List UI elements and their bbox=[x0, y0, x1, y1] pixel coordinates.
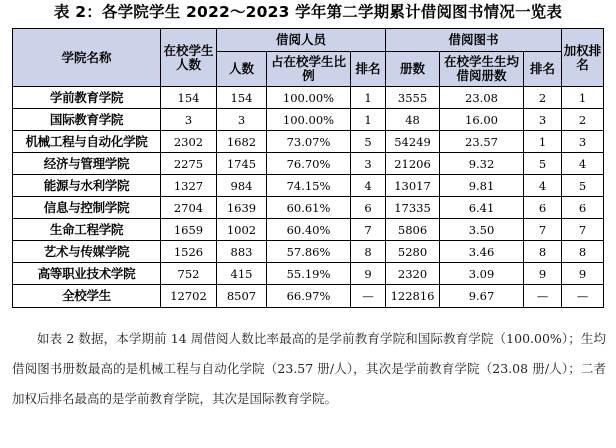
header-enrolled: 在校学生人数 bbox=[161, 29, 217, 87]
cell-borrowers: 8507 bbox=[217, 285, 267, 308]
cell-borrowers-rank: 1 bbox=[351, 109, 386, 131]
cell-weighted-rank: 6 bbox=[562, 197, 604, 219]
cell-borrowers: 883 bbox=[217, 241, 267, 263]
cell-books-rank: 6 bbox=[524, 197, 562, 219]
cell-books-rank: 1 bbox=[524, 131, 562, 153]
header-college: 学院名称 bbox=[13, 29, 161, 87]
cell-borrowers-rank: 6 bbox=[351, 197, 386, 219]
cell-avg: 6.41 bbox=[440, 197, 524, 219]
table-header bbox=[13, 29, 604, 87]
cell-enrolled: 2704 bbox=[161, 197, 217, 219]
cell-books-rank: — bbox=[524, 285, 562, 308]
cell-enrolled: 752 bbox=[161, 263, 217, 285]
cell-books: 122816 bbox=[386, 285, 440, 308]
cell-borrowers-rank: 9 bbox=[351, 263, 386, 285]
cell-weighted-rank: 5 bbox=[562, 175, 604, 197]
cell-books: 2320 bbox=[386, 263, 440, 285]
cell-avg: 3.09 bbox=[440, 263, 524, 285]
cell-ratio: 100.00% bbox=[267, 87, 351, 109]
cell-enrolled: 3 bbox=[161, 109, 217, 131]
cell-books: 13017 bbox=[386, 175, 440, 197]
table-row bbox=[13, 153, 604, 175]
cell-weighted-rank: 8 bbox=[562, 241, 604, 263]
cell-borrowers: 1639 bbox=[217, 197, 267, 219]
table-row bbox=[13, 241, 604, 263]
cell-ratio: 76.70% bbox=[267, 153, 351, 175]
cell-books-rank: 2 bbox=[524, 87, 562, 109]
cell-borrowers: 1002 bbox=[217, 219, 267, 241]
table-row bbox=[13, 197, 604, 219]
cell-weighted-rank: 2 bbox=[562, 109, 604, 131]
cell-weighted-rank: 1 bbox=[562, 87, 604, 109]
cell-ratio: 73.07% bbox=[267, 131, 351, 153]
cell-borrowers-rank: 5 bbox=[351, 131, 386, 153]
cell-college: 艺术与传媒学院 bbox=[13, 241, 161, 263]
cell-avg: 9.32 bbox=[440, 153, 524, 175]
cell-college: 生命工程学院 bbox=[13, 219, 161, 241]
cell-borrowers-rank: 3 bbox=[351, 153, 386, 175]
cell-avg: 3.50 bbox=[440, 219, 524, 241]
cell-college: 高等职业技术学院 bbox=[13, 263, 161, 285]
table-row bbox=[13, 263, 604, 285]
cell-avg: 9.81 bbox=[440, 175, 524, 197]
cell-books: 5806 bbox=[386, 219, 440, 241]
cell-enrolled: 2302 bbox=[161, 131, 217, 153]
cell-avg: 23.57 bbox=[440, 131, 524, 153]
cell-college: 信息与控制学院 bbox=[13, 197, 161, 219]
borrowing-stats-table bbox=[12, 28, 604, 308]
cell-weighted-rank: 7 bbox=[562, 219, 604, 241]
cell-books: 5280 bbox=[386, 241, 440, 263]
cell-ratio: 57.86% bbox=[267, 241, 351, 263]
cell-borrowers: 415 bbox=[217, 263, 267, 285]
table-row bbox=[13, 175, 604, 197]
table-total-row bbox=[13, 285, 604, 308]
cell-books-rank: 3 bbox=[524, 109, 562, 131]
cell-books: 17335 bbox=[386, 197, 440, 219]
cell-borrowers: 984 bbox=[217, 175, 267, 197]
cell-college: 全校学生 bbox=[13, 285, 161, 308]
header-books-rank: 排名 bbox=[524, 52, 562, 87]
cell-enrolled: 1659 bbox=[161, 219, 217, 241]
header-borrowers-group: 借阅人员 bbox=[217, 29, 386, 52]
header-borrowers-count: 人数 bbox=[217, 52, 267, 87]
cell-weighted-rank: 9 bbox=[562, 263, 604, 285]
cell-enrolled: 1327 bbox=[161, 175, 217, 197]
cell-borrowers-rank: — bbox=[351, 285, 386, 308]
cell-ratio: 100.00% bbox=[267, 109, 351, 131]
table-title: 表 2：各学院学生 2022～2023 学年第二学期累计借阅图书情况一览表 bbox=[53, 3, 563, 21]
cell-books: 48 bbox=[386, 109, 440, 131]
cell-books-rank: 4 bbox=[524, 175, 562, 197]
cell-books-rank: 8 bbox=[524, 241, 562, 263]
header-books-group: 借阅图书 bbox=[386, 29, 562, 52]
cell-borrowers: 1682 bbox=[217, 131, 267, 153]
header-borrowers-ratio: 占在校学生比例 bbox=[267, 52, 351, 87]
cell-borrowers-rank: 4 bbox=[351, 175, 386, 197]
summary-paragraph: 如表 2 数据，本学期前 14 周借阅人数比率最高的是学前教育学院和国际教育学院（100.00%）；生均借阅图书册数最高的是机械工程与自动化学院（23.57 册/人），其次是学前教育学院（23.08 册/人）；二者加权后排名最高的是学前教育学院，其次是国际教育学院。 bbox=[12, 331, 606, 406]
cell-ratio: 74.15% bbox=[267, 175, 351, 197]
cell-books: 21206 bbox=[386, 153, 440, 175]
header-books-avg: 在校学生生均借阅册数 bbox=[440, 52, 524, 87]
table-row bbox=[13, 109, 604, 131]
cell-avg: 23.08 bbox=[440, 87, 524, 109]
cell-ratio: 55.19% bbox=[267, 263, 351, 285]
cell-enrolled: 1526 bbox=[161, 241, 217, 263]
cell-college: 能源与水利学院 bbox=[13, 175, 161, 197]
cell-avg: 3.46 bbox=[440, 241, 524, 263]
table-body bbox=[13, 87, 604, 308]
cell-weighted-rank: 4 bbox=[562, 153, 604, 175]
cell-enrolled: 2275 bbox=[161, 153, 217, 175]
cell-borrowers-rank: 1 bbox=[351, 87, 386, 109]
cell-ratio: 66.97% bbox=[267, 285, 351, 308]
header-weighted-rank: 加权排名 bbox=[562, 29, 604, 87]
cell-borrowers-rank: 7 bbox=[351, 219, 386, 241]
cell-books-rank: 7 bbox=[524, 219, 562, 241]
table-row bbox=[13, 219, 604, 241]
cell-books: 54249 bbox=[386, 131, 440, 153]
header-books-count: 册数 bbox=[386, 52, 440, 87]
header-borrowers-rank: 排名 bbox=[351, 52, 386, 87]
cell-borrowers: 1745 bbox=[217, 153, 267, 175]
cell-borrowers-rank: 8 bbox=[351, 241, 386, 263]
cell-borrowers: 3 bbox=[217, 109, 267, 131]
cell-college: 国际教育学院 bbox=[13, 109, 161, 131]
cell-borrowers: 154 bbox=[217, 87, 267, 109]
cell-books-rank: 5 bbox=[524, 153, 562, 175]
cell-books: 3555 bbox=[386, 87, 440, 109]
cell-ratio: 60.40% bbox=[267, 219, 351, 241]
cell-ratio: 60.61% bbox=[267, 197, 351, 219]
table-row bbox=[13, 87, 604, 109]
cell-college: 经济与管理学院 bbox=[13, 153, 161, 175]
cell-weighted-rank: — bbox=[562, 285, 604, 308]
cell-weighted-rank: 3 bbox=[562, 131, 604, 153]
cell-avg: 9.67 bbox=[440, 285, 524, 308]
cell-books-rank: 9 bbox=[524, 263, 562, 285]
cell-avg: 16.00 bbox=[440, 109, 524, 131]
cell-college: 学前教育学院 bbox=[13, 87, 161, 109]
cell-enrolled: 12702 bbox=[161, 285, 217, 308]
cell-enrolled: 154 bbox=[161, 87, 217, 109]
cell-college: 机械工程与自动化学院 bbox=[13, 131, 161, 153]
table-row bbox=[13, 131, 604, 153]
